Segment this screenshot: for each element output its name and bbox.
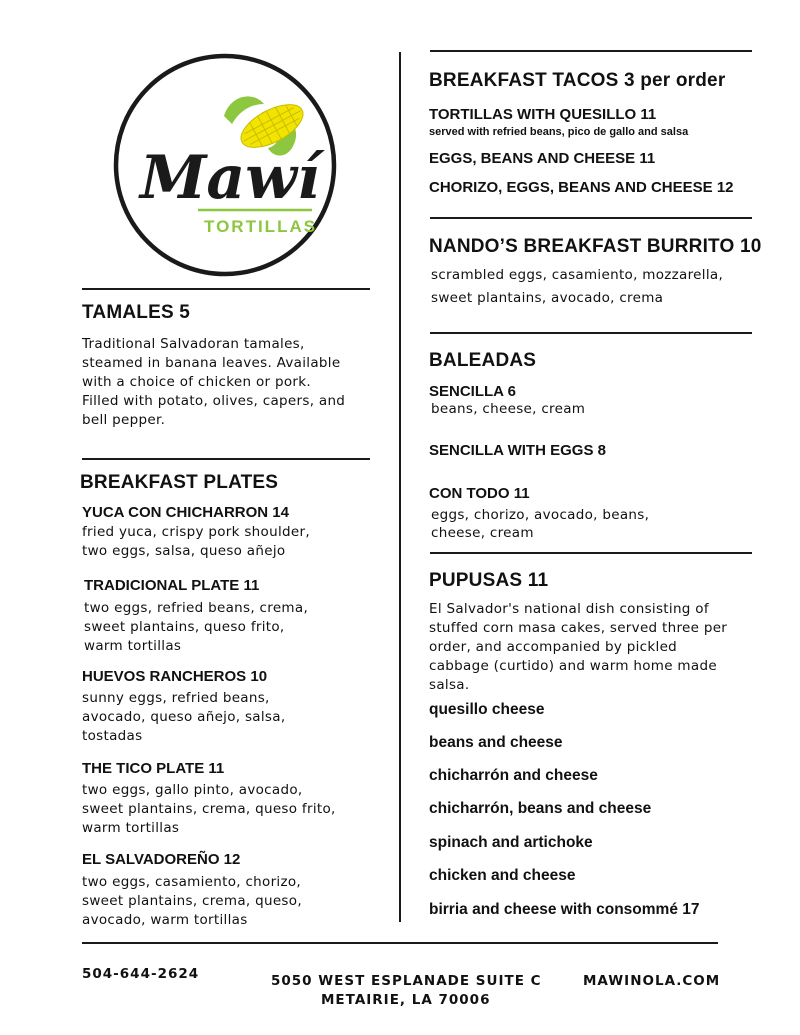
footer-address-line2: METAIRIE, LA 70006 bbox=[321, 992, 491, 1008]
menu-item-desc: cheese, cream bbox=[431, 525, 534, 541]
pupusas-desc-line: order, and accompanied by pickled bbox=[429, 639, 678, 655]
footer-website: MAWINOLA.COM bbox=[583, 973, 721, 989]
logo-graphic bbox=[112, 52, 338, 278]
pupusa-flavor-chicharron-beans-cheese: chicharrón, beans and cheese bbox=[429, 800, 652, 817]
menu-item-name: HUEVOS RANCHEROS 10 bbox=[82, 668, 268, 685]
menu-item-desc: two eggs, refried beans, crema, bbox=[84, 600, 309, 616]
pupusa-flavor-chicharron-and-cheese: chicharrón and cheese bbox=[429, 767, 598, 784]
menu-item-desc: two eggs, casamiento, chorizo, bbox=[82, 874, 302, 890]
menu-item-name: EL SALVADOREÑO 12 bbox=[82, 851, 241, 868]
footer-phone: 504-644-2624 bbox=[82, 966, 200, 982]
divider-above-baleadas bbox=[430, 332, 752, 334]
menu-item-name: SENCILLA 6 bbox=[429, 383, 516, 400]
burrito-desc-line: sweet plantains, avocado, crema bbox=[431, 290, 664, 306]
tamales-desc-line: Traditional Salvadoran tamales, bbox=[82, 336, 305, 352]
divider-above-tamales bbox=[82, 288, 370, 290]
menu-item-desc: sweet plantains, queso frito, bbox=[84, 619, 285, 635]
menu-item-desc: warm tortillas bbox=[82, 820, 180, 836]
pupusas-title: PUPUSAS 11 bbox=[429, 570, 549, 591]
pupusas-desc-line: salsa. bbox=[429, 677, 470, 693]
divider-above-breakfast-plates bbox=[82, 458, 370, 460]
divider-top-right bbox=[430, 50, 752, 52]
pupusa-flavor-quesillo-cheese: quesillo cheese bbox=[429, 701, 545, 718]
pupusas-desc-line: cabbage (curtido) and warm home made bbox=[429, 658, 717, 674]
divider-above-pupusas bbox=[430, 552, 752, 554]
pupusas-desc-line: stuffed corn masa cakes, served three per bbox=[429, 620, 728, 636]
menu-item-desc: warm tortillas bbox=[84, 638, 182, 654]
divider-footer bbox=[82, 942, 718, 944]
mawi-tortillas-logo bbox=[112, 52, 338, 278]
menu-item-desc: fried yuca, crispy pork shoulder, bbox=[82, 524, 310, 540]
menu-item-eggs-beans-cheese: EGGS, BEANS AND CHEESE 11 bbox=[429, 150, 656, 167]
logo-subtitle: TORTILLAS bbox=[204, 217, 318, 236]
pupusa-flavor-birria-and-cheese: birria and cheese with consommé 17 bbox=[429, 901, 700, 918]
menu-item-desc: sunny eggs, refried beans, bbox=[82, 690, 270, 706]
menu-item-desc: avocado, warm tortillas bbox=[82, 912, 248, 928]
menu-item-desc: served with refried beans, pico de gallo and salsa bbox=[429, 126, 689, 138]
menu-item-desc: two eggs, salsa, queso añejo bbox=[82, 543, 286, 559]
menu-item-name: CON TODO 11 bbox=[429, 485, 530, 502]
burrito-desc-line: scrambled eggs, casamiento, mozzarella, bbox=[431, 267, 724, 283]
breakfast-tacos-title: BREAKFAST TACOS 3 per order bbox=[429, 70, 726, 91]
menu-item-desc: sweet plantains, crema, queso, bbox=[82, 893, 302, 909]
menu-item-desc: tostadas bbox=[82, 728, 143, 744]
menu-item-name: THE TICO PLATE 11 bbox=[82, 760, 225, 777]
footer-address-line1: 5050 WEST ESPLANADE SUITE C bbox=[271, 973, 542, 989]
menu-item-name: TORTILLAS WITH QUESILLO 11 bbox=[429, 106, 657, 123]
tamales-title: TAMALES 5 bbox=[82, 302, 191, 323]
menu-item-desc: avocado, queso añejo, salsa, bbox=[82, 709, 286, 725]
menu-item-desc: beans, cheese, cream bbox=[431, 401, 586, 417]
menu-item-name: YUCA CON CHICHARRON 14 bbox=[82, 504, 289, 521]
divider-above-burrito bbox=[430, 217, 752, 219]
pupusas-desc-line: El Salvador's national dish consisting of bbox=[429, 601, 709, 617]
menu-item-desc: two eggs, gallo pinto, avocado, bbox=[82, 782, 303, 798]
logo-brand-text: Mawí bbox=[140, 143, 320, 213]
tamales-desc-line: Filled with potato, olives, capers, and bbox=[82, 393, 346, 409]
menu-item-name: TRADICIONAL PLATE 11 bbox=[84, 577, 260, 594]
menu-item-chorizo-eggs-beans-cheese: CHORIZO, EGGS, BEANS AND CHEESE 12 bbox=[429, 179, 734, 196]
burrito-title: NANDO’S BREAKFAST BURRITO 10 bbox=[429, 236, 762, 257]
menu-item-sencilla-with-eggs: SENCILLA WITH EGGS 8 bbox=[429, 442, 606, 459]
pupusa-flavor-spinach-and-artichoke: spinach and artichoke bbox=[429, 834, 593, 851]
tamales-desc-line: bell pepper. bbox=[82, 412, 166, 428]
menu-item-desc: sweet plantains, crema, queso frito, bbox=[82, 801, 336, 817]
column-divider bbox=[399, 52, 401, 922]
pupusa-flavor-chicken-and-cheese: chicken and cheese bbox=[429, 867, 576, 884]
tamales-desc-line: with a choice of chicken or pork. bbox=[82, 374, 311, 390]
breakfast-plates-title: BREAKFAST PLATES bbox=[80, 472, 279, 493]
pupusa-flavor-beans-and-cheese: beans and cheese bbox=[429, 734, 563, 751]
baleadas-title: BALEADAS bbox=[429, 350, 537, 371]
tamales-desc-line: steamed in banana leaves. Available bbox=[82, 355, 341, 371]
menu-item-desc: eggs, chorizo, avocado, beans, bbox=[431, 507, 650, 523]
